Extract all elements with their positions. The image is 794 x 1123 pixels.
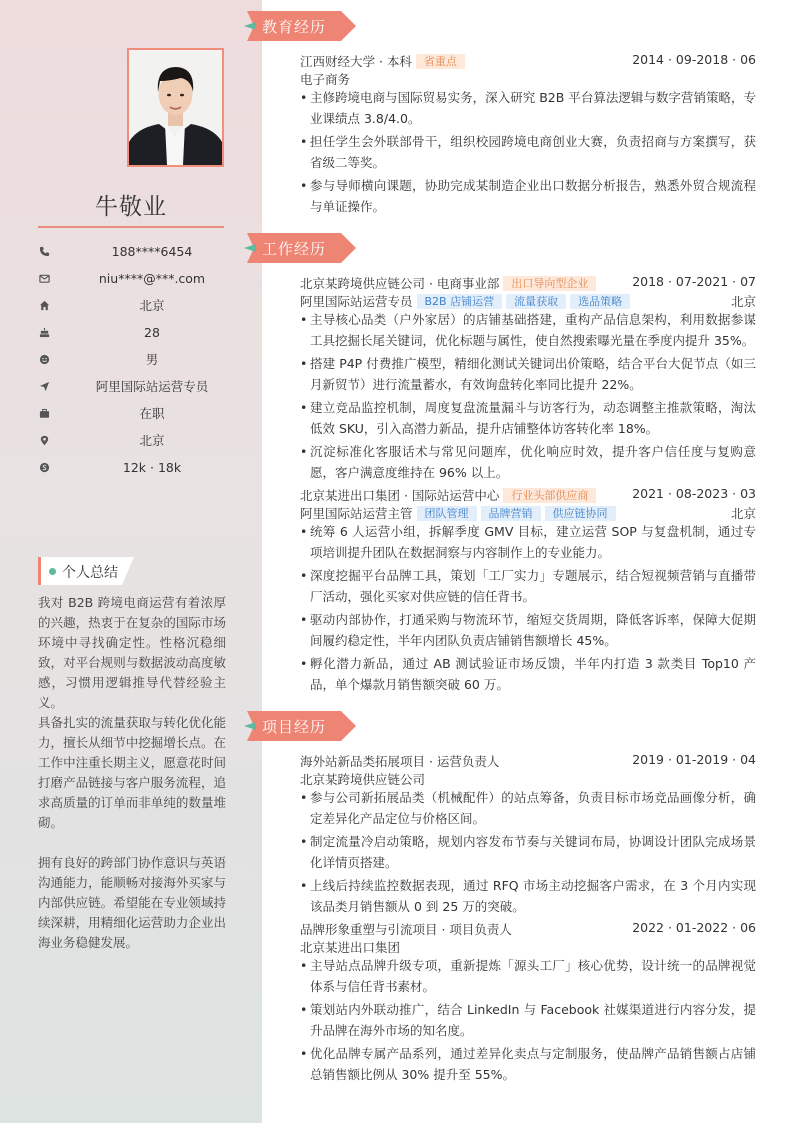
job-position-row <box>300 504 756 522</box>
list-item: • 参与公司新拓展品类（机械配件）的站点筹备，负责目标市场竞品画像分析，确定差异化产品定位与价格区间。 <box>300 790 756 826</box>
info-home <box>38 295 224 315</box>
education-date: 2014 · 09-2018 · 06 <box>632 52 756 67</box>
major: 电子商务 <box>300 72 351 87</box>
salary-icon <box>38 461 50 473</box>
name-divider <box>38 226 224 228</box>
list-item: • 驱动内部协作，打通采购与物流环节，缩短交货周期，降低客诉率，保障大促期间履约稳定性，半年内团队负责店铺销售额增长 45%。 <box>300 612 756 648</box>
info-gender <box>38 349 224 369</box>
education-header <box>300 52 756 70</box>
skill-tag: 品牌营销 <box>481 506 541 521</box>
section-header-work <box>244 233 356 263</box>
list-item: • 优化品牌专属产品系列，通过差异化卖点与定制服务，使品牌产品销售额占店铺总销售额比例从 30% 提升至 55%。 <box>300 1046 756 1082</box>
position: 阿里国际站运营主管 <box>300 506 413 521</box>
location-pin-icon <box>38 434 50 446</box>
project-org-row <box>300 938 756 956</box>
info-text: 188****6454 <box>111 243 193 259</box>
project-date: 2019 · 01-2019 · 04 <box>632 752 756 767</box>
summary-title: 个人总结 <box>62 565 118 581</box>
project-name: 海外站新品类拓展项目 · 运营负责人 <box>300 754 500 769</box>
skill-tag: 团队管理 <box>417 506 477 521</box>
position: 阿里国际站运营专员 <box>300 294 413 309</box>
list-item: • 深度挖掘平台品牌工具，策划「工厂实力」专题展示，结合短视频营销与直播带厂活动，强化买家对供应链的信任背书。 <box>300 568 756 604</box>
company-name: 北京某跨境供应链公司 · 电商事业部 <box>300 276 500 291</box>
project-name: 品牌形象重塑与引流项目 · 项目负责人 <box>300 922 512 937</box>
skill-tag: 供应链协同 <box>545 506 616 521</box>
list-item: • 担任学生会外联部骨干，组织校园跨境电商创业大赛，负责招商与方案撰写，获省级二等奖。 <box>300 134 756 170</box>
avatar <box>129 50 222 165</box>
list-item: • 统筹 6 人运营小组，拆解季度 GMV 目标，建立运营 SOP 与复盘机制，通过专项培训提升团队在数据洞察与内容制作上的专业能力。 <box>300 524 756 560</box>
company-tag: 出口导向型企业 <box>503 276 596 291</box>
info-location <box>38 430 224 450</box>
section-title: 教育经历 <box>262 18 327 36</box>
project-header <box>300 752 756 770</box>
company-tag: 行业头部供应商 <box>503 488 596 503</box>
list-item: • 搭建 P4P 付费推广模型，精细化测试关键词出价策略，结合平台大促节点（如三月新贸节）进行流量蓄水，有效询盘转化率同比提升 22%。 <box>300 356 756 392</box>
job-date: 2021 · 08-2023 · 03 <box>632 486 756 501</box>
info-text: 北京 <box>139 433 165 448</box>
list-item: • 制定流量冷启动策略，规划内容发布节奏与关键词布局，协调设计团队完成场景化详情页搭建。 <box>300 834 756 870</box>
info-text: 北京 <box>139 298 165 313</box>
profile-name: 牛敬业 <box>95 194 167 220</box>
list-item: • 策划站内外联动推广，结合 LinkedIn 与 Facebook 社媒渠道进行内容分发，提升品牌在海外市场的知名度。 <box>300 1002 756 1038</box>
smile-icon <box>38 353 50 365</box>
info-text: 12k · 18k <box>122 459 182 475</box>
section-header-education <box>244 11 356 41</box>
home-icon <box>38 299 50 311</box>
list-item: • 参与导师横向课题，协助完成某制造企业出口数据分析报告，熟悉外贸合规流程与单证操作。 <box>300 178 756 214</box>
section-header-projects <box>244 711 356 741</box>
summary-header <box>38 557 134 585</box>
info-salary <box>38 457 224 477</box>
info-text: 男 <box>145 352 159 367</box>
list-item: • 建立竞品监控机制，周度复盘流量漏斗与访客行为，动态调整主推款策略，淘汰低效 SKU，引入高潜力新品，提升店铺整体访客转化率 18%。 <box>300 400 756 436</box>
info-email <box>38 268 224 288</box>
sidebar <box>0 0 262 1123</box>
info-target-job <box>38 376 224 396</box>
info-phone <box>38 241 224 261</box>
project-header <box>300 920 756 938</box>
school-tag: 省重点 <box>416 54 465 69</box>
job-position-row <box>300 292 756 310</box>
send-icon <box>38 380 50 392</box>
skill-tag: 选品策略 <box>570 294 630 309</box>
info-age <box>38 322 224 342</box>
summary-paragraph: 我对 B2B 跨境电商运营有着浓厚的兴趣，热衷于在复杂的国际市场环境中寻找确定性。性格沉稳细致，对平台规则与数据波动高度敏感，习惯用逻辑推导代替经验主义。 <box>38 595 226 710</box>
list-item: • 沉淀标准化客服话术与常见问题库，优化响应时效，提升客户信任度与复购意愿，客户满意度维持在 96% 以上。 <box>300 444 756 480</box>
project-org-row <box>300 770 756 788</box>
education-major-row <box>300 70 756 88</box>
phone-icon <box>38 245 50 257</box>
info-status <box>38 403 224 423</box>
briefcase-icon <box>38 407 50 419</box>
section-title: 工作经历 <box>262 240 327 258</box>
info-text: 阿里国际站运营专员 <box>95 379 209 394</box>
list-item: • 主导核心品类（户外家居）的店铺基础搭建，重构产品信息架构，利用数据参谋工具挖掘长尾关键词，优化标题与属性，使自然搜索曝光量在季度内提升 35%。 <box>300 312 756 348</box>
project-org: 北京某进出口集团 <box>300 940 401 955</box>
skill-tag: 流量获取 <box>506 294 566 309</box>
info-text: niu****@***.com <box>98 270 206 286</box>
list-item: • 主导站点品牌升级专项，重新提炼「源头工厂」核心优势，设计统一的品牌视觉体系与信任背书素材。 <box>300 958 756 994</box>
job-header <box>300 486 756 504</box>
section-title: 项目经历 <box>262 718 327 736</box>
list-item: • 主修跨境电商与国际贸易实务，深入研究 B2B 平台算法逻辑与数字营销策略，专业课绩点 3.8/4.0。 <box>300 90 756 126</box>
info-text: 在职 <box>139 406 165 421</box>
job-date: 2018 · 07-2021 · 07 <box>632 274 756 289</box>
profile-photo <box>127 48 224 167</box>
cake-icon <box>38 326 50 338</box>
list-item: • 上线后持续监控数据表现，通过 RFQ 市场主动挖掘客户需求，在 3 个月内实现该品类月销售额从 0 到 25 万的突破。 <box>300 878 756 914</box>
job-header <box>300 274 756 292</box>
list-item: • 孵化潜力新品，通过 AB 测试验证市场反馈，半年内打造 3 款类目 Top10 产品，单个爆款月销售额突破 60 万。 <box>300 656 756 692</box>
project-date: 2022 · 01-2022 · 06 <box>632 920 756 935</box>
skill-tag: B2B 店铺运营 <box>417 294 503 309</box>
school-name: 江西财经大学 · 本科 <box>300 54 412 69</box>
summary-paragraph: 具备扎实的流量获取与转化优化能力，擅长从细节中挖掘增长点。在工作中注重长期主义，愿意花时间打磨产品链接与客户服务流程，追求高质量的订单而非单纯的数量堆砌。 <box>38 715 226 830</box>
summary-dot-icon <box>49 568 56 575</box>
mail-icon <box>38 272 50 284</box>
job-city: 北京 <box>730 294 756 309</box>
company-name: 北京某进出口集团 · 国际站运营中心 <box>300 488 500 503</box>
job-city: 北京 <box>730 506 756 521</box>
info-text: 28 <box>144 324 160 340</box>
project-org: 北京某跨境供应链公司 <box>300 772 426 787</box>
summary-paragraph: 拥有良好的跨部门协作意识与英语沟通能力，能顺畅对接海外买家与内部供应链。希望能在专业领域持续深耕，用精细化运营助力企业出海业务稳健发展。 <box>38 855 226 950</box>
